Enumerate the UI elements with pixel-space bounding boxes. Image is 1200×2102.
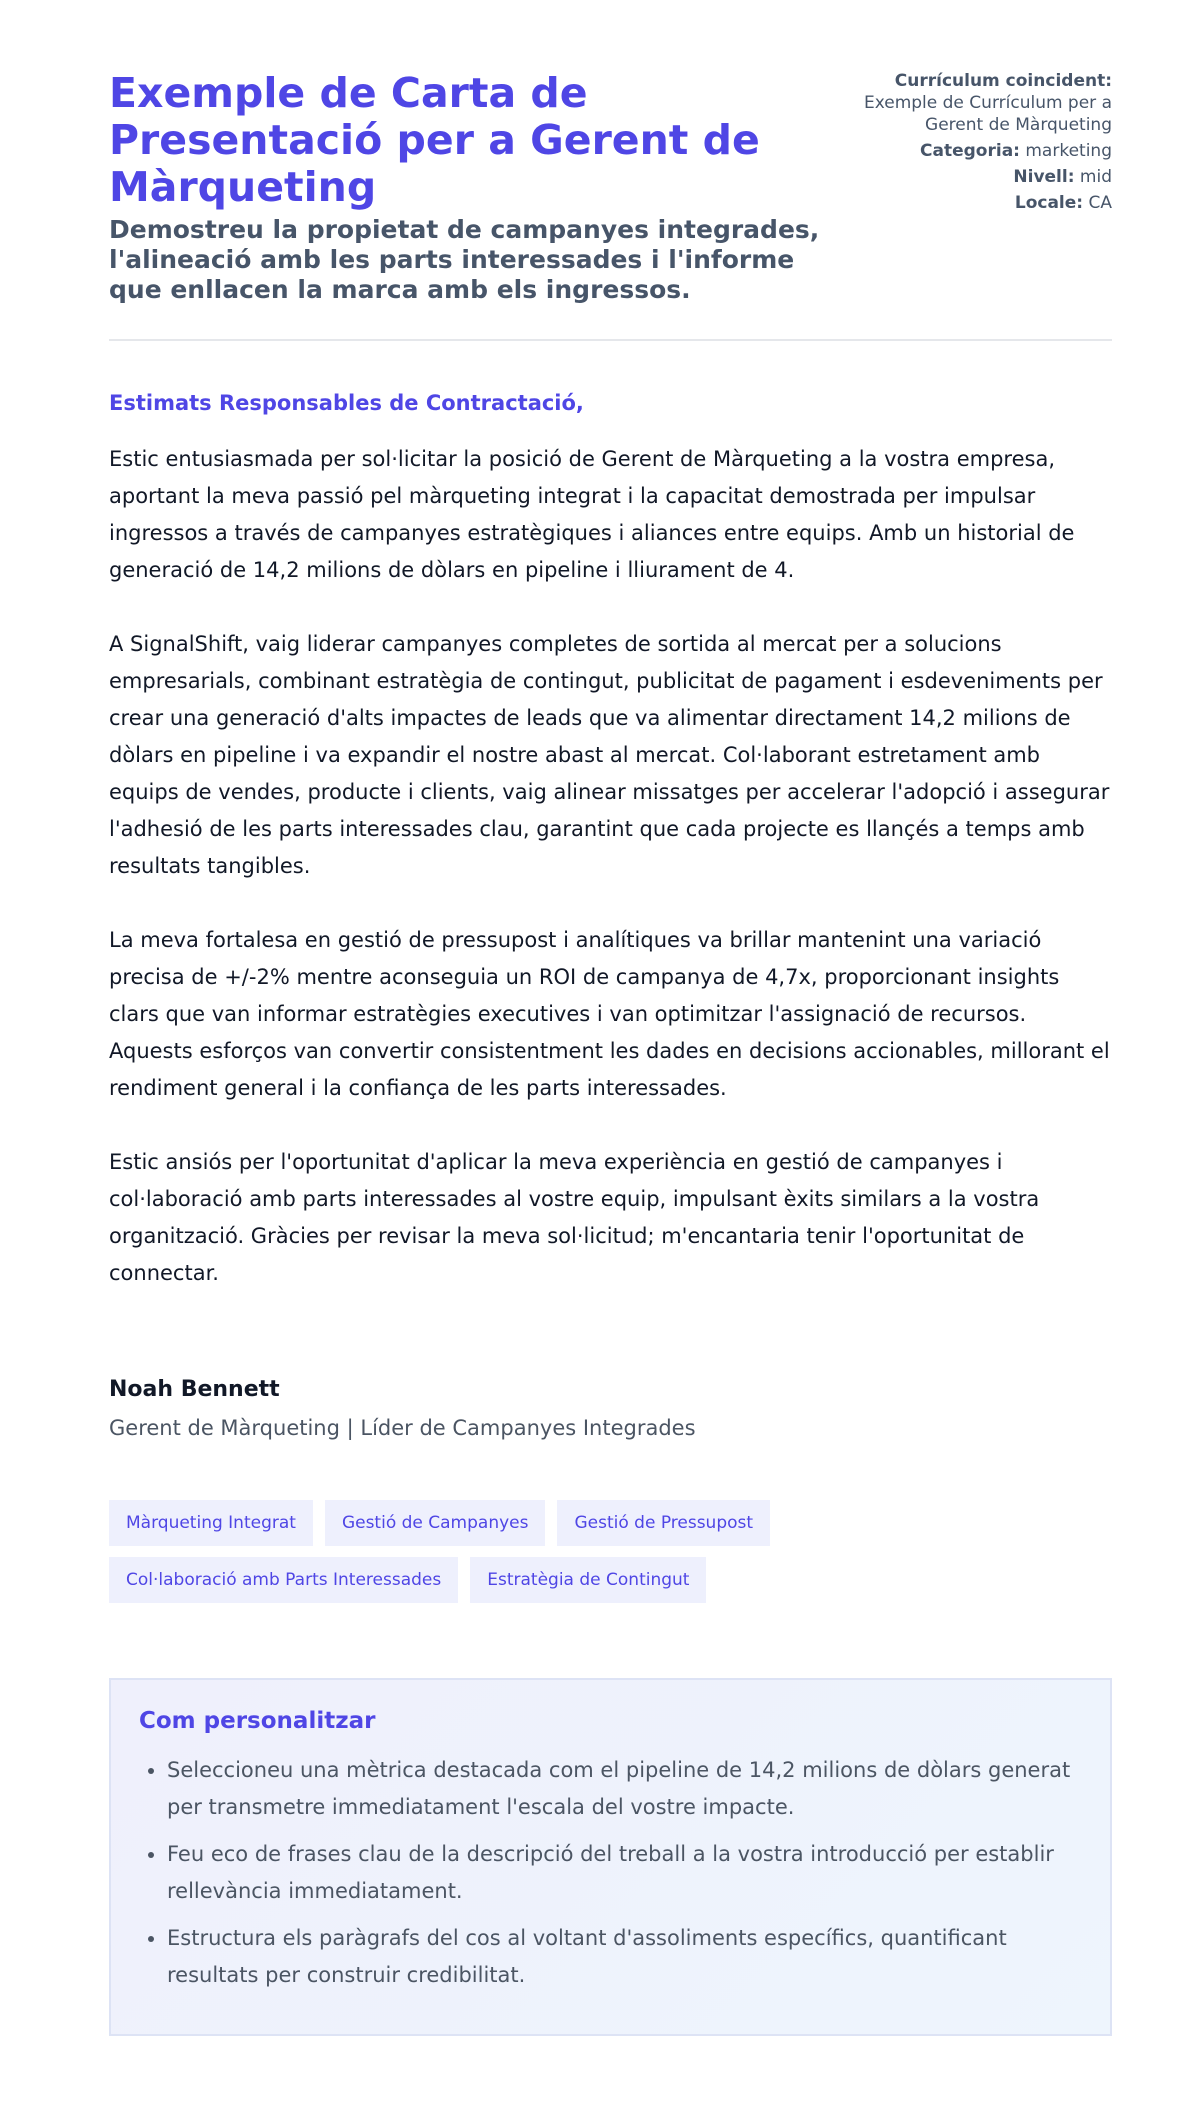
paragraph: Estic entusiasmada per sol·licitar la posició de Gerent de Màrqueting a la vostra empresa, aportant la meva passió pel màrqueting integrat i la capacitat demostrada per impulsar ingressos a través de campanyes estratègiques i aliances entre equips. Amb un historial de generació de 14,2 milions de dòlars en pipeline i lliurament de 4. <box>109 447 1075 582</box>
letter-body <box>109 441 1112 1292</box>
skill-tag: Màrqueting Integrat <box>109 1500 313 1546</box>
page-title: Exemple de Carta de Presentació per a Gerent de Màrqueting <box>109 69 760 211</box>
level-value: mid <box>1079 167 1112 187</box>
paragraph: Estic ansiós per l'oportunitat d'aplicar la meva experiència en gestió de campanyes i col·laboració amb parts interessades al vostre equip, impulsant èxits similars a la vostra organització. Gràcies per revisar la meva sol·licitud; m'encantaria tenir l'oportunitat de connectar. <box>109 1150 1040 1285</box>
locale-label: Locale: <box>1014 193 1084 213</box>
tip-item: • Feu eco de frases clau de la descripció del treball a la vostra introducció per establir rellevància immediatament. <box>167 1836 1082 1910</box>
tip-item: • Seleccioneu una mètrica destacada com el pipeline de 14,2 milions de dòlars generat per transmetre immediatament l'escala del vostre impacte. <box>167 1752 1082 1826</box>
category-label: Categoria: <box>920 141 1020 161</box>
greeting: Estimats Responsables de Contractació, <box>109 391 584 415</box>
category-value: marketing <box>1025 141 1112 161</box>
skill-tags <box>109 1500 869 1603</box>
skill-tag: Col·laboració amb Parts Interessades <box>109 1557 458 1603</box>
skill-tag: Gestió de Campanyes <box>325 1500 546 1546</box>
tips-list <box>111 1752 1082 1994</box>
signature-name: Noah Bennett <box>109 1377 280 1402</box>
skill-tag: Estratègia de Contingut <box>470 1557 706 1603</box>
customize-tips-box <box>109 1678 1112 2036</box>
locale-value: CA <box>1088 193 1112 213</box>
paragraph: La meva fortalesa en gestió de pressupost i analítiques va brillar mantenint una variació precisa de +/-2% mentre aconseguia un ROI de campanya de 4,7x, proporcionant insights clars que van informar estratègies executives i van optimitzar l'assignació de recursos. Aquests esforços van convertir consistentment les dades en decisions accionables, millorant el rendiment general i la confiança de les parts interessades. <box>109 928 1110 1100</box>
page-header <box>109 70 1112 341</box>
tips-title: Com personalitzar <box>139 1708 376 1734</box>
page-subtitle: Demostreu la propietat de campanyes integrades, l'alineació amb les parts interessades i l'informe que enllacen la marca amb els ingressos. <box>109 215 820 304</box>
signature-role: Gerent de Màrqueting | Líder de Campanyes Integrades <box>109 1416 696 1440</box>
tip-item: • Estructura els paràgrafs del cos al voltant d'assoliments específics, quantificant resultats per construir credibilitat. <box>167 1920 1082 1994</box>
resume-link[interactable]: Exemple de Currículum per a Gerent de Màrqueting <box>863 93 1112 135</box>
meta-panel <box>852 70 1112 305</box>
cover-letter-page <box>109 70 1112 2036</box>
paragraph: A SignalShift, vaig liderar campanyes completes de sortida al mercat per a solucions empresarials, combinant estratègia de contingut, publicitat de pagament i esdeveniments per crear una generació d'alts impactes de leads que va alimentar directament 14,2 milions de dòlars en pipeline i va expandir el nostre abast al mercat. Col·laborant estretament amb equips de vendes, producte i clients, vaig alinear missatges per accelerar l'adopció i assegurar l'adhesió de les parts interessades clau, garantint que cada projecte es llançés a temps amb resultats tangibles. <box>109 632 1110 878</box>
level-label: Nivell: <box>1013 167 1075 187</box>
skill-tag: Gestió de Pressupost <box>557 1500 770 1546</box>
resume-label: Currículum coincident: <box>894 71 1112 91</box>
